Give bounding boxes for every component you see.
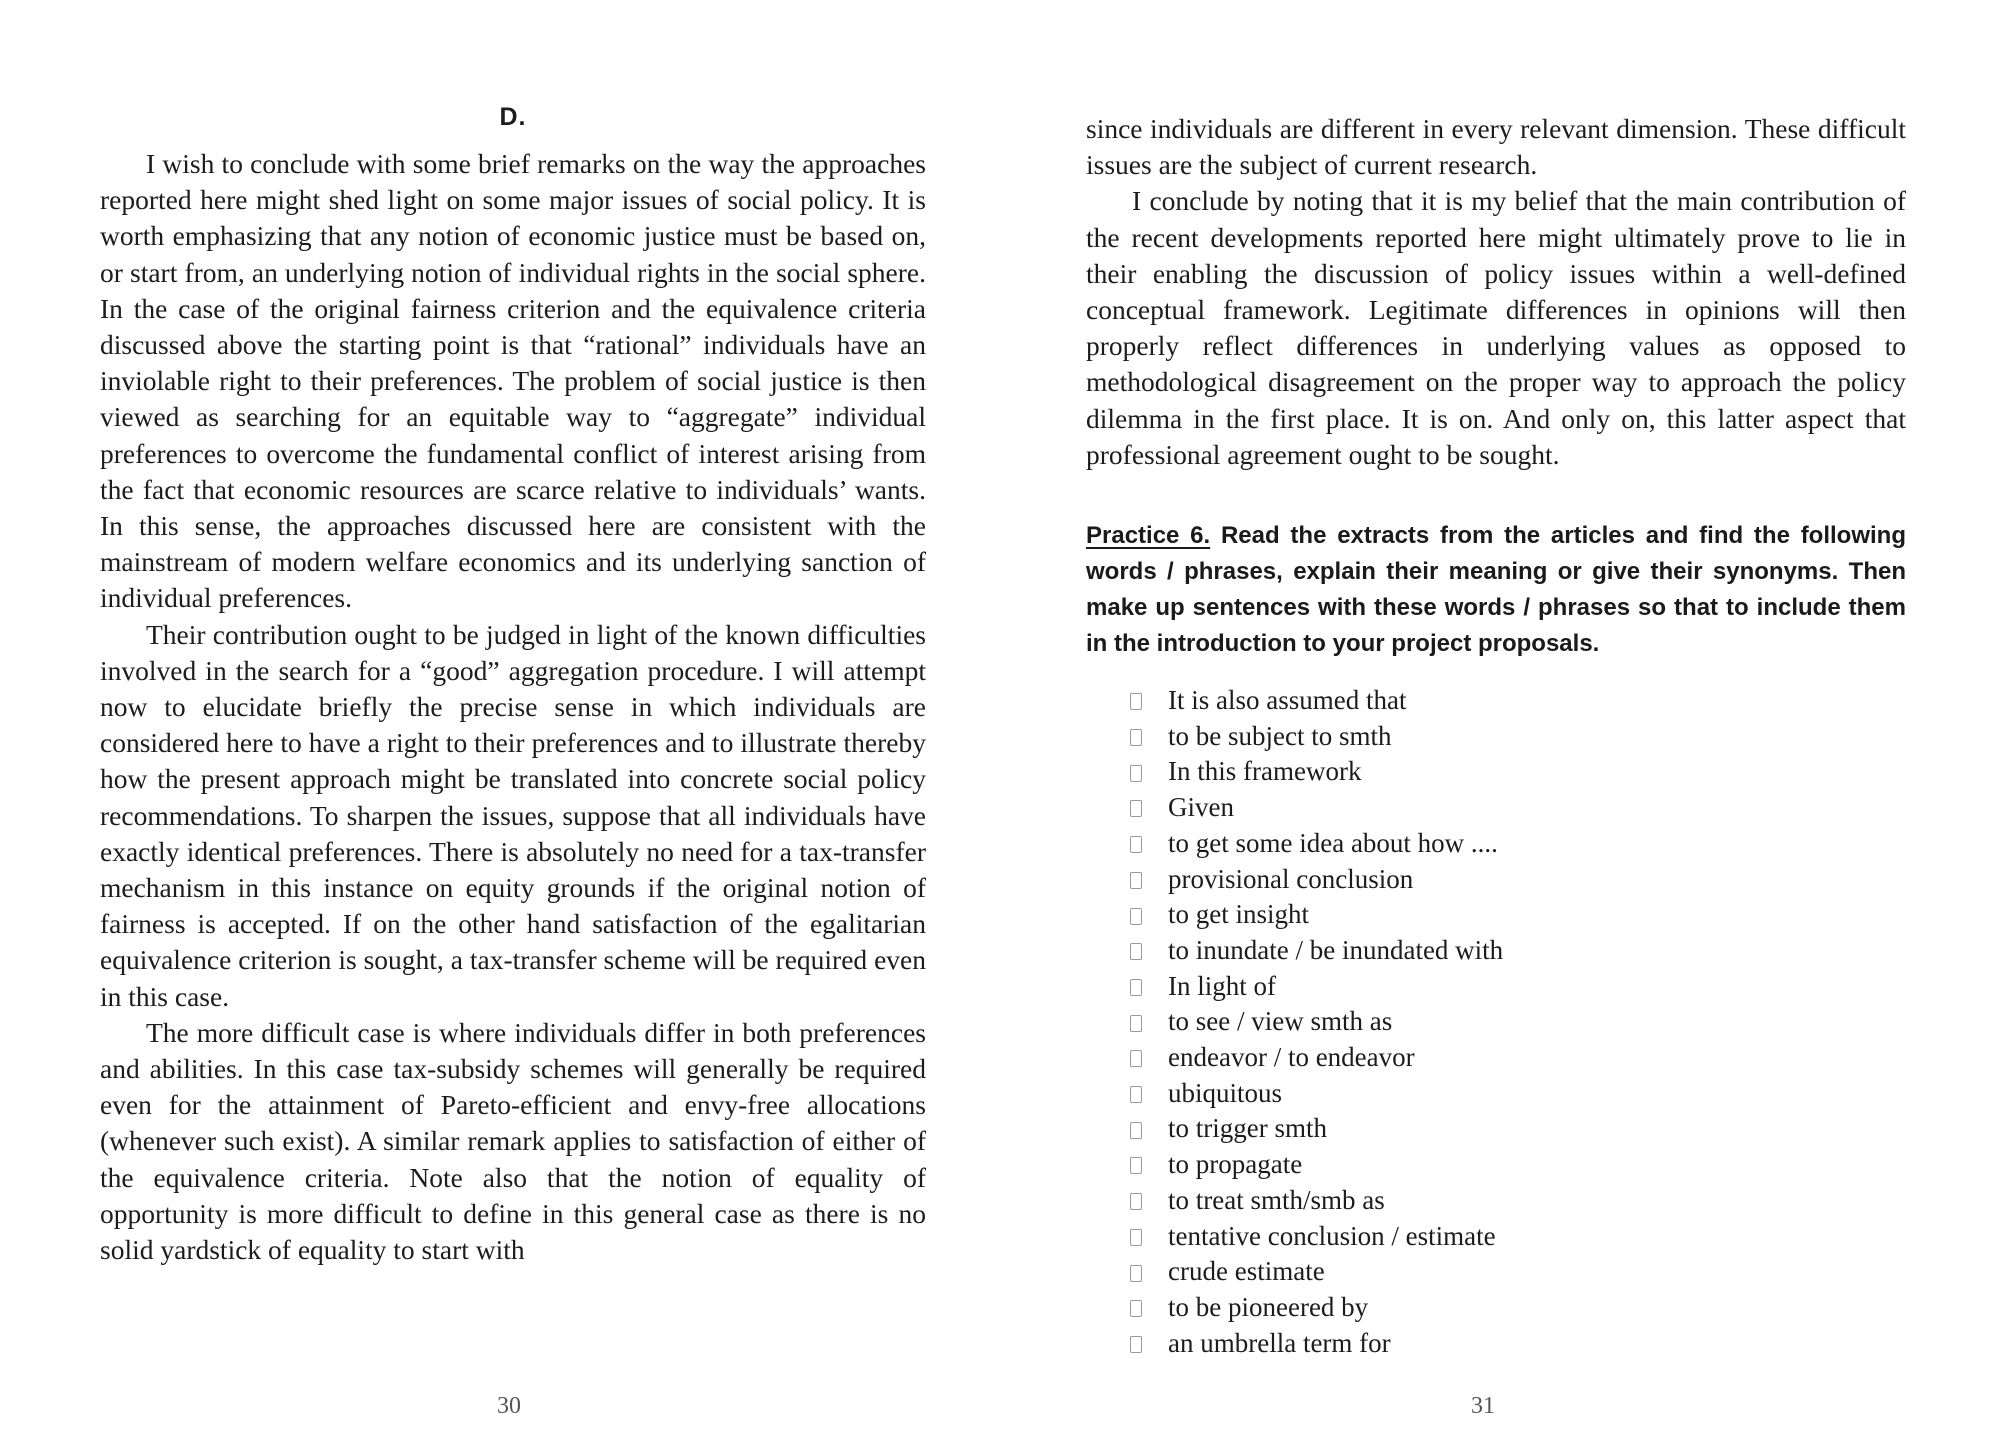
page-number: 30 <box>497 1393 521 1419</box>
list-item-text: In this framework <box>1168 756 1362 787</box>
checkbox-icon <box>1130 943 1142 960</box>
list-item <box>1130 1040 1830 1076</box>
paragraph: I wish to conclude with some brief remarks on the way the approaches reported here might shed light on some major issues of social policy. It is worth emphasizing that any notion of economic justice must be based on, or start from, an underlying notion of individual rights in the social sphere. In the case of the original fairness criterion and the equivalence criteria discussed above the starting point is that “rational” individuals have an inviolable right to their preferences. The problem of social justice is then viewed as searching for an equitable way to “aggregate” individual preferences to overcome the fundamental conflict of interest arising from the fact that economic resources are scarce relative to individuals’ wants. In this sense, the approaches discussed here are consistent with the mainstream of modern welfare economics and its underlying sanction of individual preferences. <box>100 148 926 614</box>
list-item-text: to propagate <box>1168 1149 1303 1180</box>
list-item-text: endeavor / to endeavor <box>1168 1042 1415 1073</box>
list-item-text: ubiquitous <box>1168 1077 1283 1108</box>
list-item <box>1130 683 1830 719</box>
checkbox-icon <box>1130 1122 1142 1139</box>
list-item <box>1130 719 1830 755</box>
list-item-text: to see / view smth as <box>1168 1006 1393 1037</box>
paragraph: since individuals are different in every relevant dimension. These difficult issues are the subject of current research. <box>1086 113 1906 181</box>
checkbox-icon <box>1130 1086 1142 1103</box>
checkbox-icon <box>1130 836 1142 853</box>
list-item <box>1130 790 1830 826</box>
left-page-body <box>100 146 926 1268</box>
list-item <box>1130 933 1830 969</box>
list-item-text: crude estimate <box>1168 1256 1325 1287</box>
list-item-text: to trigger smth <box>1168 1113 1327 1144</box>
list-item <box>1130 862 1830 898</box>
checkbox-icon <box>1130 1193 1142 1210</box>
list-item <box>1130 1004 1830 1040</box>
checkbox-icon <box>1130 979 1142 996</box>
checkbox-icon <box>1130 729 1142 746</box>
list-item <box>1130 1076 1830 1112</box>
practice-label: Practice 6. <box>1086 522 1211 549</box>
list-item <box>1130 1326 1830 1362</box>
list-item-text: to inundate / be inundated with <box>1168 934 1504 965</box>
paragraph: Their contribution ought to be judged in light of the known difficulties involved in the search for a “good” aggregation procedure. I will attempt now to elucidate briefly the precise sense in which individuals are considered here to have a right to their preferences and to illustrate thereby how the present approach might be translated into concrete social policy recommendations. To sharpen the issues, suppose that all individuals have exactly identical preferences. There is absolutely no need for a tax-transfer mechanism in this instance on equity grounds if the original notion of fairness is accepted. If on the other hand satisfaction of the egalitarian equivalence criterion is sought, a tax-transfer scheme will be required even in this case. <box>100 618 926 1012</box>
checkbox-icon <box>1130 872 1142 889</box>
list-item-text: to treat smth/smb as <box>1168 1184 1385 1215</box>
list-item-text: an umbrella term for <box>1168 1327 1391 1358</box>
list-item-text: Given <box>1168 792 1234 823</box>
list-item <box>1130 1111 1830 1147</box>
checkbox-icon <box>1130 1336 1142 1353</box>
checkbox-icon <box>1130 1300 1142 1317</box>
paragraph: I conclude by noting that it is my belief that the main contribution of the recent developments reported here might ultimately prove to lie in their enabling the discussion of policy issues within a well-defined conceptual framework. Legitimate differences in opinions will then properly reflect differences in underlying values as opposed to methodological disagreement on the proper way to approach the policy dilemma in the first place. It is on. And only on, this latter aspect that professional agreement ought to be sought. <box>1086 185 1906 470</box>
list-item <box>1130 826 1830 862</box>
section-heading: D. <box>499 103 527 131</box>
checkbox-icon <box>1130 693 1142 710</box>
list-item <box>1130 1183 1830 1219</box>
list-item <box>1130 754 1830 790</box>
list-item <box>1130 897 1830 933</box>
list-item-text: to be subject to smth <box>1168 720 1392 751</box>
checkbox-icon <box>1130 1157 1142 1174</box>
list-item <box>1130 1147 1830 1183</box>
list-item <box>1130 1254 1830 1290</box>
list-item-text: It is also assumed that <box>1168 685 1407 715</box>
right-page-body <box>1086 111 1906 473</box>
list-item <box>1130 1219 1830 1255</box>
page-number: 31 <box>1471 1393 1495 1419</box>
checkbox-icon <box>1130 765 1142 782</box>
practice-instruction <box>1086 518 1906 662</box>
phrase-checklist <box>1130 683 1830 1361</box>
checkbox-icon <box>1130 1050 1142 1067</box>
right-page <box>1086 0 1906 1444</box>
checkbox-icon <box>1130 1015 1142 1032</box>
list-item-text: to get insight <box>1168 899 1309 930</box>
checkbox-icon <box>1130 908 1142 925</box>
checkbox-icon <box>1130 1229 1142 1246</box>
list-item <box>1130 969 1830 1005</box>
list-item-text: provisional conclusion <box>1168 863 1414 894</box>
list-item-text: to be pioneered by <box>1168 1291 1369 1322</box>
practice-text: Read the extracts from the articles and find the following words / phrases, explain their meaning or give their synonyms. Then make up sentences with these words / phrases so that to include them in the introduction to your project proposals. <box>1086 522 1906 657</box>
list-item-text: to get some idea about how .... <box>1168 827 1498 858</box>
checkbox-icon <box>1130 800 1142 817</box>
checkbox-icon <box>1130 1265 1142 1282</box>
paragraph: The more difficult case is where individuals differ in both preferences and abilities. In this case tax-subsidy schemes will generally be required even for the attainment of Pareto-efficient and envy-free allocations (whenever such exist). A similar remark applies to satisfaction of either of the equivalence criteria. Note also that the notion of equality of opportunity is more difficult to define in this general case as there is no solid yardstick of equality to start with <box>100 1016 926 1266</box>
list-item <box>1130 1290 1830 1326</box>
list-item-text: tentative conclusion / estimate <box>1168 1220 1496 1251</box>
list-item-text: In light of <box>1168 970 1276 1001</box>
left-page <box>100 0 926 1444</box>
